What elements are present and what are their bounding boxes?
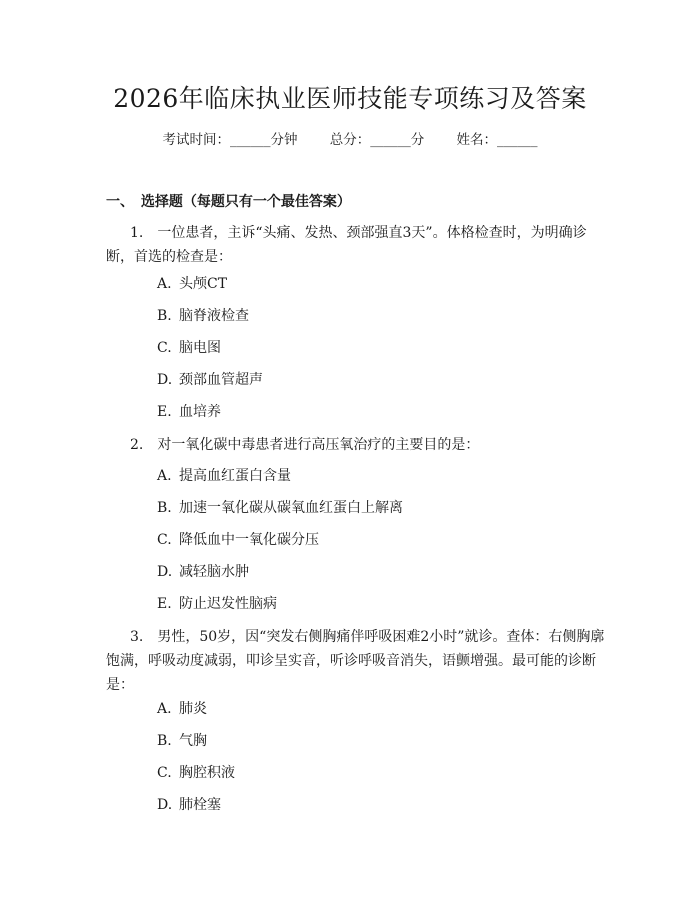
exam-time-field: 考试时间：______分钟 — [162, 132, 298, 148]
option-text: 脑脊液检查 — [179, 308, 249, 324]
question-3-option-d — [157, 795, 221, 815]
section-heading — [106, 192, 351, 212]
exam-info-line — [0, 130, 700, 150]
question-2-option-d — [157, 562, 249, 582]
option-letter: C. — [157, 765, 172, 781]
option-letter: D. — [157, 564, 173, 580]
option-text: 降低血中一氧化碳分压 — [179, 532, 319, 548]
student-name-field: 姓名：______ — [456, 132, 538, 148]
option-letter: D. — [157, 797, 173, 813]
option-letter: E. — [157, 404, 172, 420]
total-score-field: 总分：______分 — [329, 132, 425, 148]
option-text: 肺栓塞 — [179, 797, 221, 813]
option-letter: B. — [157, 733, 172, 749]
option-text: 提高血红蛋白含量 — [179, 468, 291, 484]
option-text: 颈部血管超声 — [179, 372, 263, 388]
option-text: 气胸 — [179, 733, 207, 749]
option-letter: A. — [157, 701, 172, 717]
option-text: 头颅CT — [179, 276, 228, 292]
section-title: 选择题（每题只有一个最佳答案） — [140, 194, 351, 210]
question-3: 3. 男性，50岁，因“突发右侧胸痛伴呼吸困难2小时”就诊。查体：右侧胸廓饱满，呼吸动度减弱，叩诊呈实音，听诊呼吸音消失，语颤增强。最可能的诊断是： — [106, 629, 605, 693]
option-text: 减轻脑水肿 — [179, 564, 249, 580]
question-3-option-a — [157, 699, 207, 719]
question-3-option-c — [157, 763, 235, 783]
page-title: 2026年临床执业医师技能专项练习及答案 — [113, 84, 587, 113]
option-letter: A. — [157, 276, 172, 292]
question-2: 2. 对一氧化碳中毒患者进行高压氧治疗的主要目的是： — [130, 437, 480, 453]
question-1-option-c — [157, 338, 221, 358]
option-text: 脑电图 — [179, 340, 221, 356]
option-letter: A. — [157, 468, 172, 484]
option-text: 胸腔积液 — [179, 765, 235, 781]
question-1-option-d — [157, 370, 263, 390]
option-letter: B. — [157, 308, 172, 324]
section-number: 一、 — [106, 194, 134, 210]
question-1: 1. 一位患者，主诉“头痛、发热、颈部强直3天”。体格检查时，为明确诊断，首选的检查是： — [106, 225, 587, 265]
question-2-option-c — [157, 530, 319, 550]
option-letter: B. — [157, 500, 172, 516]
option-letter: C. — [157, 340, 172, 356]
option-letter: E. — [157, 596, 172, 612]
question-2-option-e — [157, 594, 277, 614]
option-text: 血培养 — [179, 404, 221, 420]
question-3-option-b — [157, 731, 207, 751]
question-1-option-a — [157, 274, 227, 294]
question-1-option-e — [157, 402, 221, 422]
question-2-option-a — [157, 466, 291, 486]
option-text: 防止迟发性脑病 — [179, 596, 277, 612]
question-2-option-b — [157, 498, 403, 518]
option-letter: C. — [157, 532, 172, 548]
option-text: 加速一氧化碳从碳氧血红蛋白上解离 — [179, 500, 403, 516]
question-1-option-b — [157, 306, 249, 326]
option-text: 肺炎 — [179, 701, 207, 717]
option-letter: D. — [157, 372, 173, 388]
